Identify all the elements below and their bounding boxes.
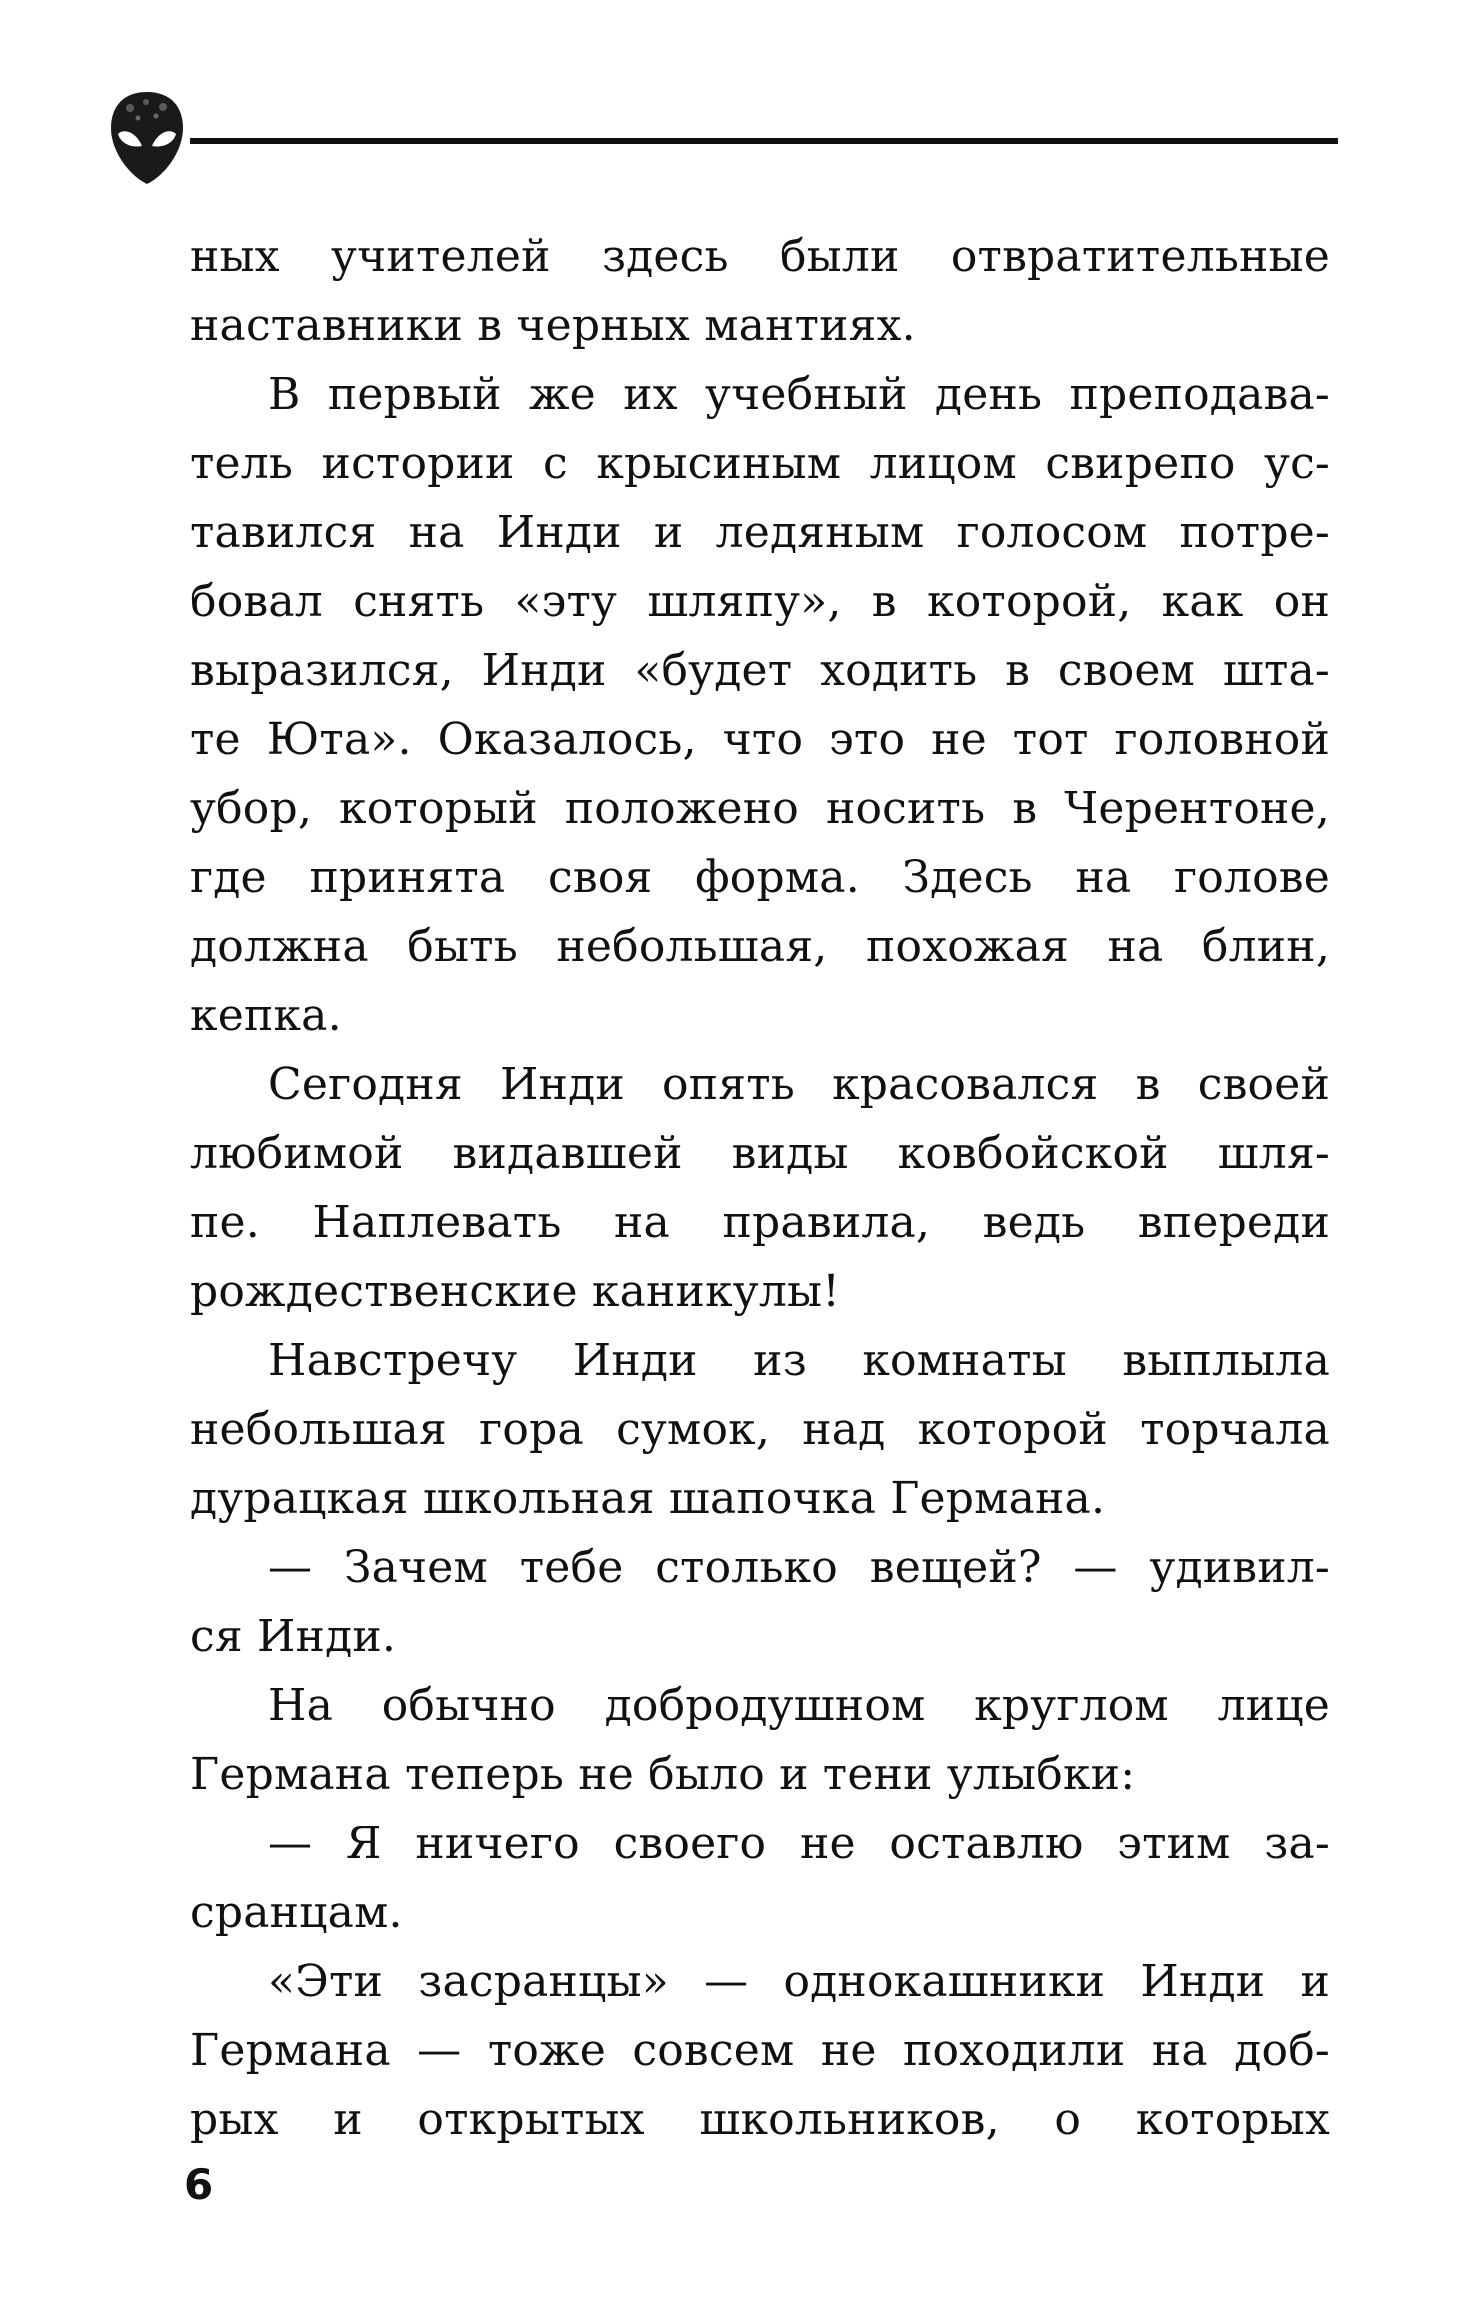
text-line: На обычно добродушном круглом лице bbox=[268, 1680, 1330, 1731]
body-text bbox=[190, 222, 1330, 2154]
text-line: сранцам. bbox=[190, 1887, 403, 1938]
text-line: Германа — тоже совсем не походили на доб- bbox=[190, 2025, 1330, 2076]
text-line: ных учителей здесь были отвратительные bbox=[190, 231, 1330, 282]
text-line: бовал снять «эту шляпу», в которой, как он bbox=[190, 576, 1330, 627]
text-line: выразился, Инди «будет ходить в своем шта- bbox=[190, 645, 1330, 696]
text-line: любимой видавшей виды ковбойской шля- bbox=[190, 1128, 1330, 1179]
text-line: должна быть небольшая, похожая на блин, bbox=[190, 921, 1330, 972]
text-line: убор, который положено носить в Черентоне, bbox=[190, 783, 1330, 834]
text-line: В первый же их учебный день преподава- bbox=[268, 369, 1330, 420]
text-line: ся Инди. bbox=[190, 1611, 397, 1662]
text-line: Германа теперь не было и тени улыбки: bbox=[190, 1749, 1136, 1800]
text-line: рых и открытых школьников, о которых bbox=[190, 2094, 1330, 2145]
header-rule bbox=[190, 138, 1338, 144]
text-line: наставники в черных мантиях. bbox=[190, 300, 916, 351]
text-line: дурацкая школьная шапочка Германа. bbox=[190, 1473, 1106, 1524]
text-line: кепка. bbox=[190, 990, 342, 1041]
text-line: пе. Наплевать на правила, ведь впереди bbox=[190, 1197, 1330, 1248]
text-line: — Зачем тебе столько вещей? — удивил- bbox=[268, 1542, 1330, 1593]
text-line: «Эти засранцы» — однокашники Инди и bbox=[268, 1956, 1330, 2007]
text-line: — Я ничего своего не оставлю этим за- bbox=[268, 1818, 1330, 1869]
alien-head-icon bbox=[108, 88, 186, 188]
page-header bbox=[108, 88, 1338, 188]
text-line: где принята своя форма. Здесь на голове bbox=[190, 852, 1330, 903]
text-line: тавился на Инди и ледяным голосом потре- bbox=[190, 507, 1330, 558]
text-line: небольшая гора сумок, над которой торчала bbox=[190, 1404, 1330, 1455]
text-line: те Юта». Оказалось, что это не тот головной bbox=[190, 714, 1330, 765]
text-line: тель истории с крысиным лицом свирепо ус- bbox=[190, 438, 1330, 489]
text-line: рождественские каникулы! bbox=[190, 1266, 841, 1317]
text-line: Сегодня Инди опять красовался в своей bbox=[268, 1059, 1330, 1110]
page-number: 6 bbox=[184, 2160, 214, 2209]
text-line: Навстречу Инди из комнаты выплыла bbox=[268, 1335, 1330, 1386]
